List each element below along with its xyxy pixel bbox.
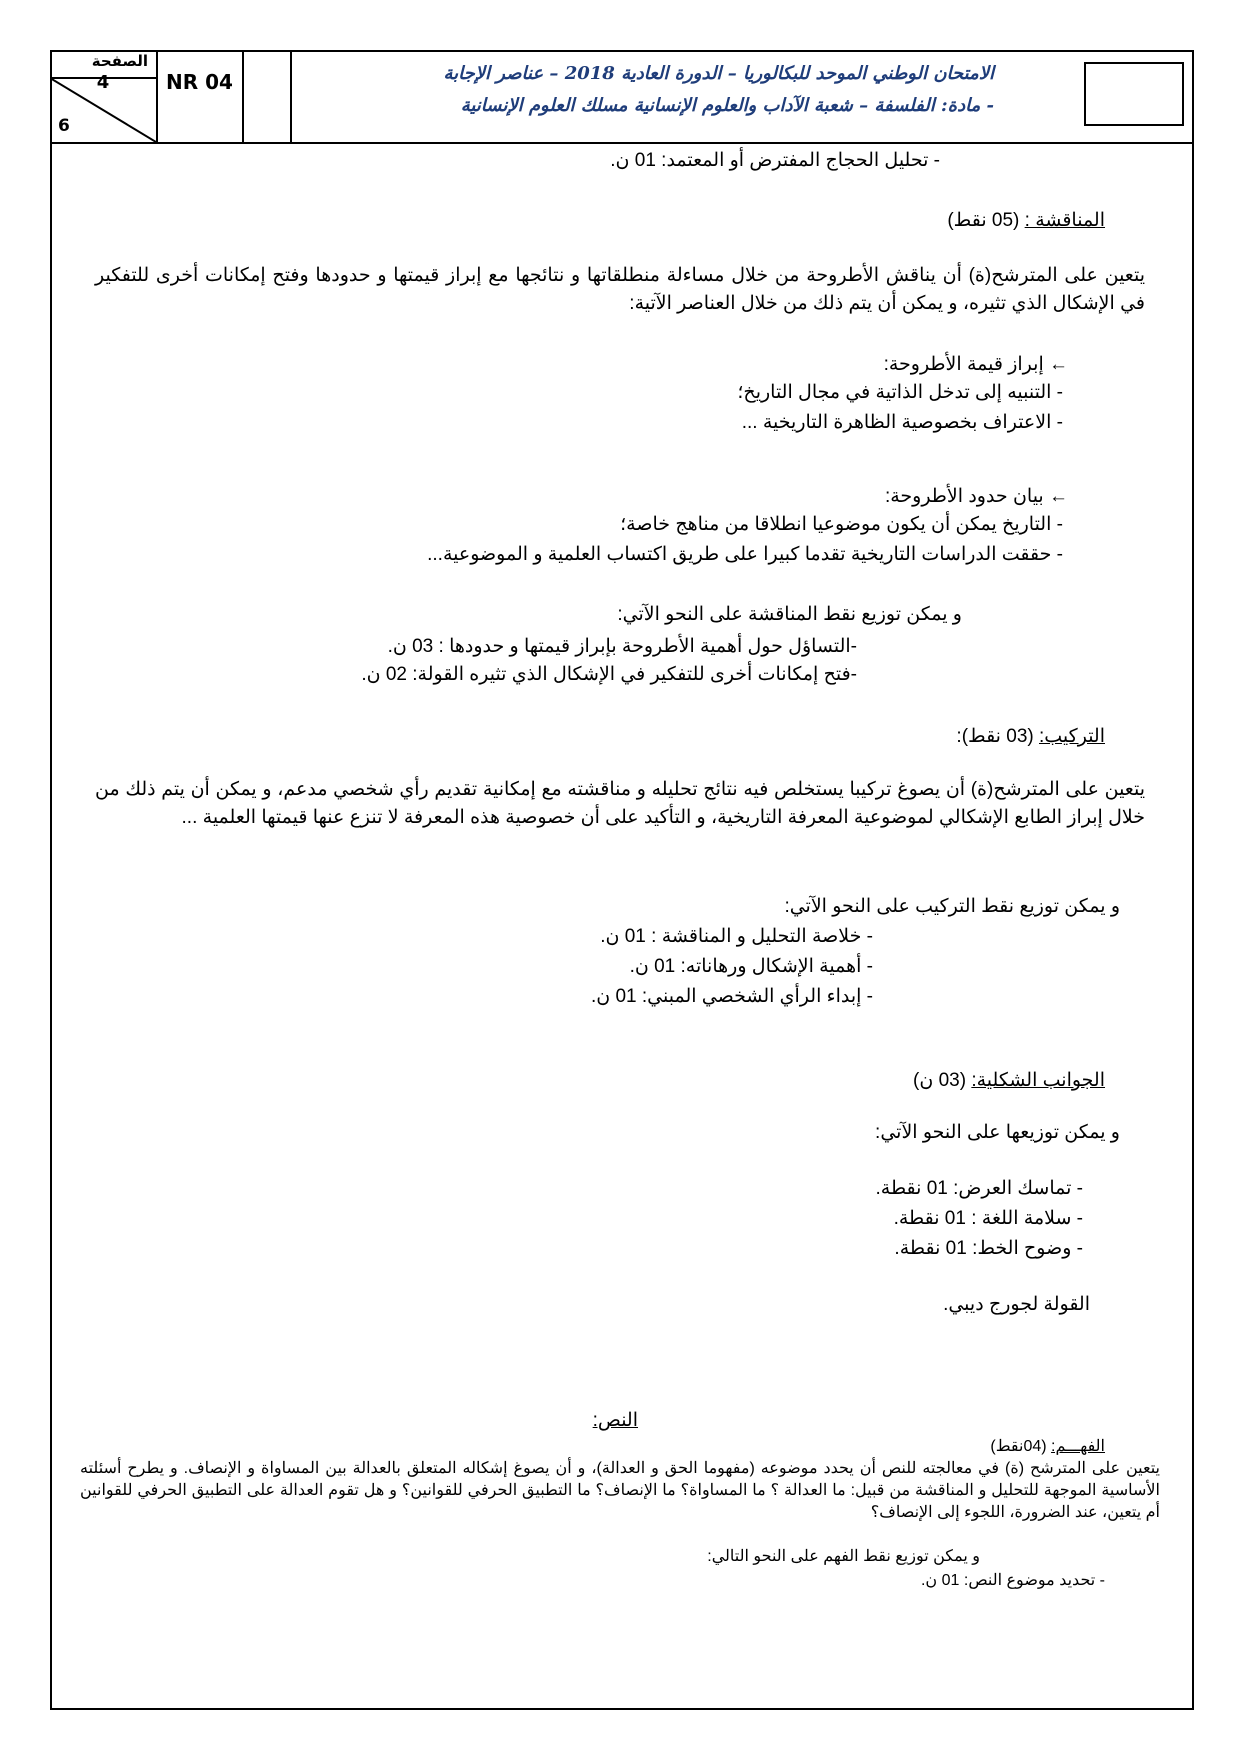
comprehension-distribution: و يمكن توزيع نقط الفهم على النحو التالي:: [707, 1548, 980, 1565]
text-title: النص:: [592, 1410, 638, 1431]
exam-header: [50, 50, 1194, 144]
discussion-paragraph: يتعين على المترشح(ة) أن يناقش الأطروحة من خلال مساءلة منطلقاتها و نتائجها مع إبراز قيمتها و حدودها وفتح إمكانات أخرى للتفكير في الإشكال الذي تثيره، و يمكن أن يتم ذلك من خلال العناصر الآتية:: [95, 265, 1145, 314]
synthesis-distribution: و يمكن توزيع نقط التركيب على النحو الآتي:: [784, 896, 1120, 917]
limits-heading: ← بيان حدود الأطروحة:: [884, 486, 1068, 507]
value-heading: ← إبراز قيمة الأطروحة:: [883, 354, 1068, 375]
argument-line: - تحليل الحجاج المفترض أو المعتمد: 01 ن.: [610, 150, 940, 171]
form-distribution: و يمكن توزيعها على النحو الآتي:: [875, 1122, 1120, 1143]
discussion-distribution: و يمكن توزيع نقط المناقشة على النحو الآتي:: [617, 604, 962, 625]
comprehension-heading: [990, 1436, 1105, 1458]
synthesis-item-1: - خلاصة التحليل و المناقشة : 01 ن.: [600, 926, 873, 947]
synthesis-heading: [956, 724, 1105, 750]
comprehension-item-1: - تحديد موضوع النص: 01 ن.: [920, 1572, 1105, 1589]
grade-box: [1084, 62, 1184, 126]
exam-title-line-2: - مادة: الفلسفة – شعبة الآداب والعلوم الإنسانية مسلك العلوم الإنسانية: [460, 95, 994, 116]
synthesis-points: (03 نقط):: [956, 726, 1034, 747]
form-item-3: - وضوح الخط: 01 نقطة.: [894, 1238, 1083, 1259]
form-heading: [913, 1068, 1105, 1094]
comprehension-title: الفهـــم:: [1051, 1438, 1105, 1455]
value-item-2: - الاعتراف بخصوصية الظاهرة التاريخية ...: [741, 412, 1063, 433]
synthesis-paragraph: يتعين على المترشح(ة) أن يصوغ تركيبا يستخلص فيه نتائج تحليله و مناقشته مع إمكانية تقديم رأي شخصي مدعم، و يمكن أن يتم ذلك من خلال إبراز الطابع الإشكالي لموضوعية المعرفة التاريخية، و التأكيد على أن خصوصية هذه المعرفة لا تنزع عنها قيمتها العلمية ...: [95, 779, 1145, 828]
exam-title-line-1: الامتحان الوطني الموحد للبكالوريا – الدورة العادية 2018 – عناصر الإجابة: [443, 63, 994, 84]
page-label: الصفحة: [91, 52, 148, 70]
form-points: (03 ن): [913, 1070, 967, 1091]
comprehension-points: (04نقط): [990, 1438, 1047, 1455]
form-item-2: - سلامة اللغة : 01 نقطة.: [893, 1208, 1083, 1229]
page-number: 4: [96, 72, 110, 93]
discussion-title: المناقشة :: [1024, 210, 1105, 231]
synthesis-item-2: - أهمية الإشكال ورهاناته: 01 ن.: [629, 956, 873, 977]
exam-code: NR 04: [166, 70, 233, 94]
synthesis-title: التركيب:: [1039, 726, 1105, 747]
discussion-heading: [947, 208, 1105, 234]
exam-title: [294, 58, 994, 122]
value-item-1: - التنبيه إلى تدخل الذاتية في مجال التاريخ؛: [737, 382, 1063, 403]
page-total: 6: [58, 116, 70, 136]
limits-item-2: - حققت الدراسات التاريخية تقدما كبيرا على طريق اكتساب العلمية و الموضوعية...: [427, 544, 1063, 565]
quote-author: القولة لجورج ديبي.: [943, 1294, 1090, 1315]
header-divider: [244, 50, 292, 142]
form-item-1: - تماسك العرض: 01 نقطة.: [875, 1178, 1083, 1199]
limits-item-1: - التاريخ يمكن أن يكون موضوعيا انطلاقا من مناهج خاصة؛: [620, 514, 1063, 535]
discussion-distribution-1: -التساؤل حول أهمية الأطروحة بإبراز قيمتها و حدودها : 03 ن.: [387, 636, 857, 657]
comprehension-paragraph: يتعين على المترشح (ة) في معالجته للنص أن يحدد موضوعه (مفهوما الحق و العدالة)، و أن يصوغ إشكاله المتعلق بالعدالة بين المساواة و الإنصاف. و يطرح أسئلته الأساسية الموجهة للتحليل و المناقشة من قبيل: ما العدالة ؟ ما المساواة؟ ما الإنصاف؟ ما التطبيق الحرفي للقوانين؟ و هل تقوم العدالة على التطبيق الحرفي للقوانين أم يتعين، عند الضرورة، اللجوء إلى الإنصاف؟: [80, 1460, 1160, 1521]
discussion-points: (05 نقط): [947, 210, 1020, 231]
exam-code-box: [158, 50, 244, 142]
page-indicator: [50, 50, 158, 142]
synthesis-item-3: - إبداء الرأي الشخصي المبني: 01 ن.: [590, 986, 873, 1007]
form-title: الجوانب الشكلية:: [971, 1070, 1105, 1091]
discussion-distribution-2: -فتح إمكانات أخرى للتفكير في الإشكال الذي تثيره القولة: 02 ن.: [361, 664, 857, 685]
